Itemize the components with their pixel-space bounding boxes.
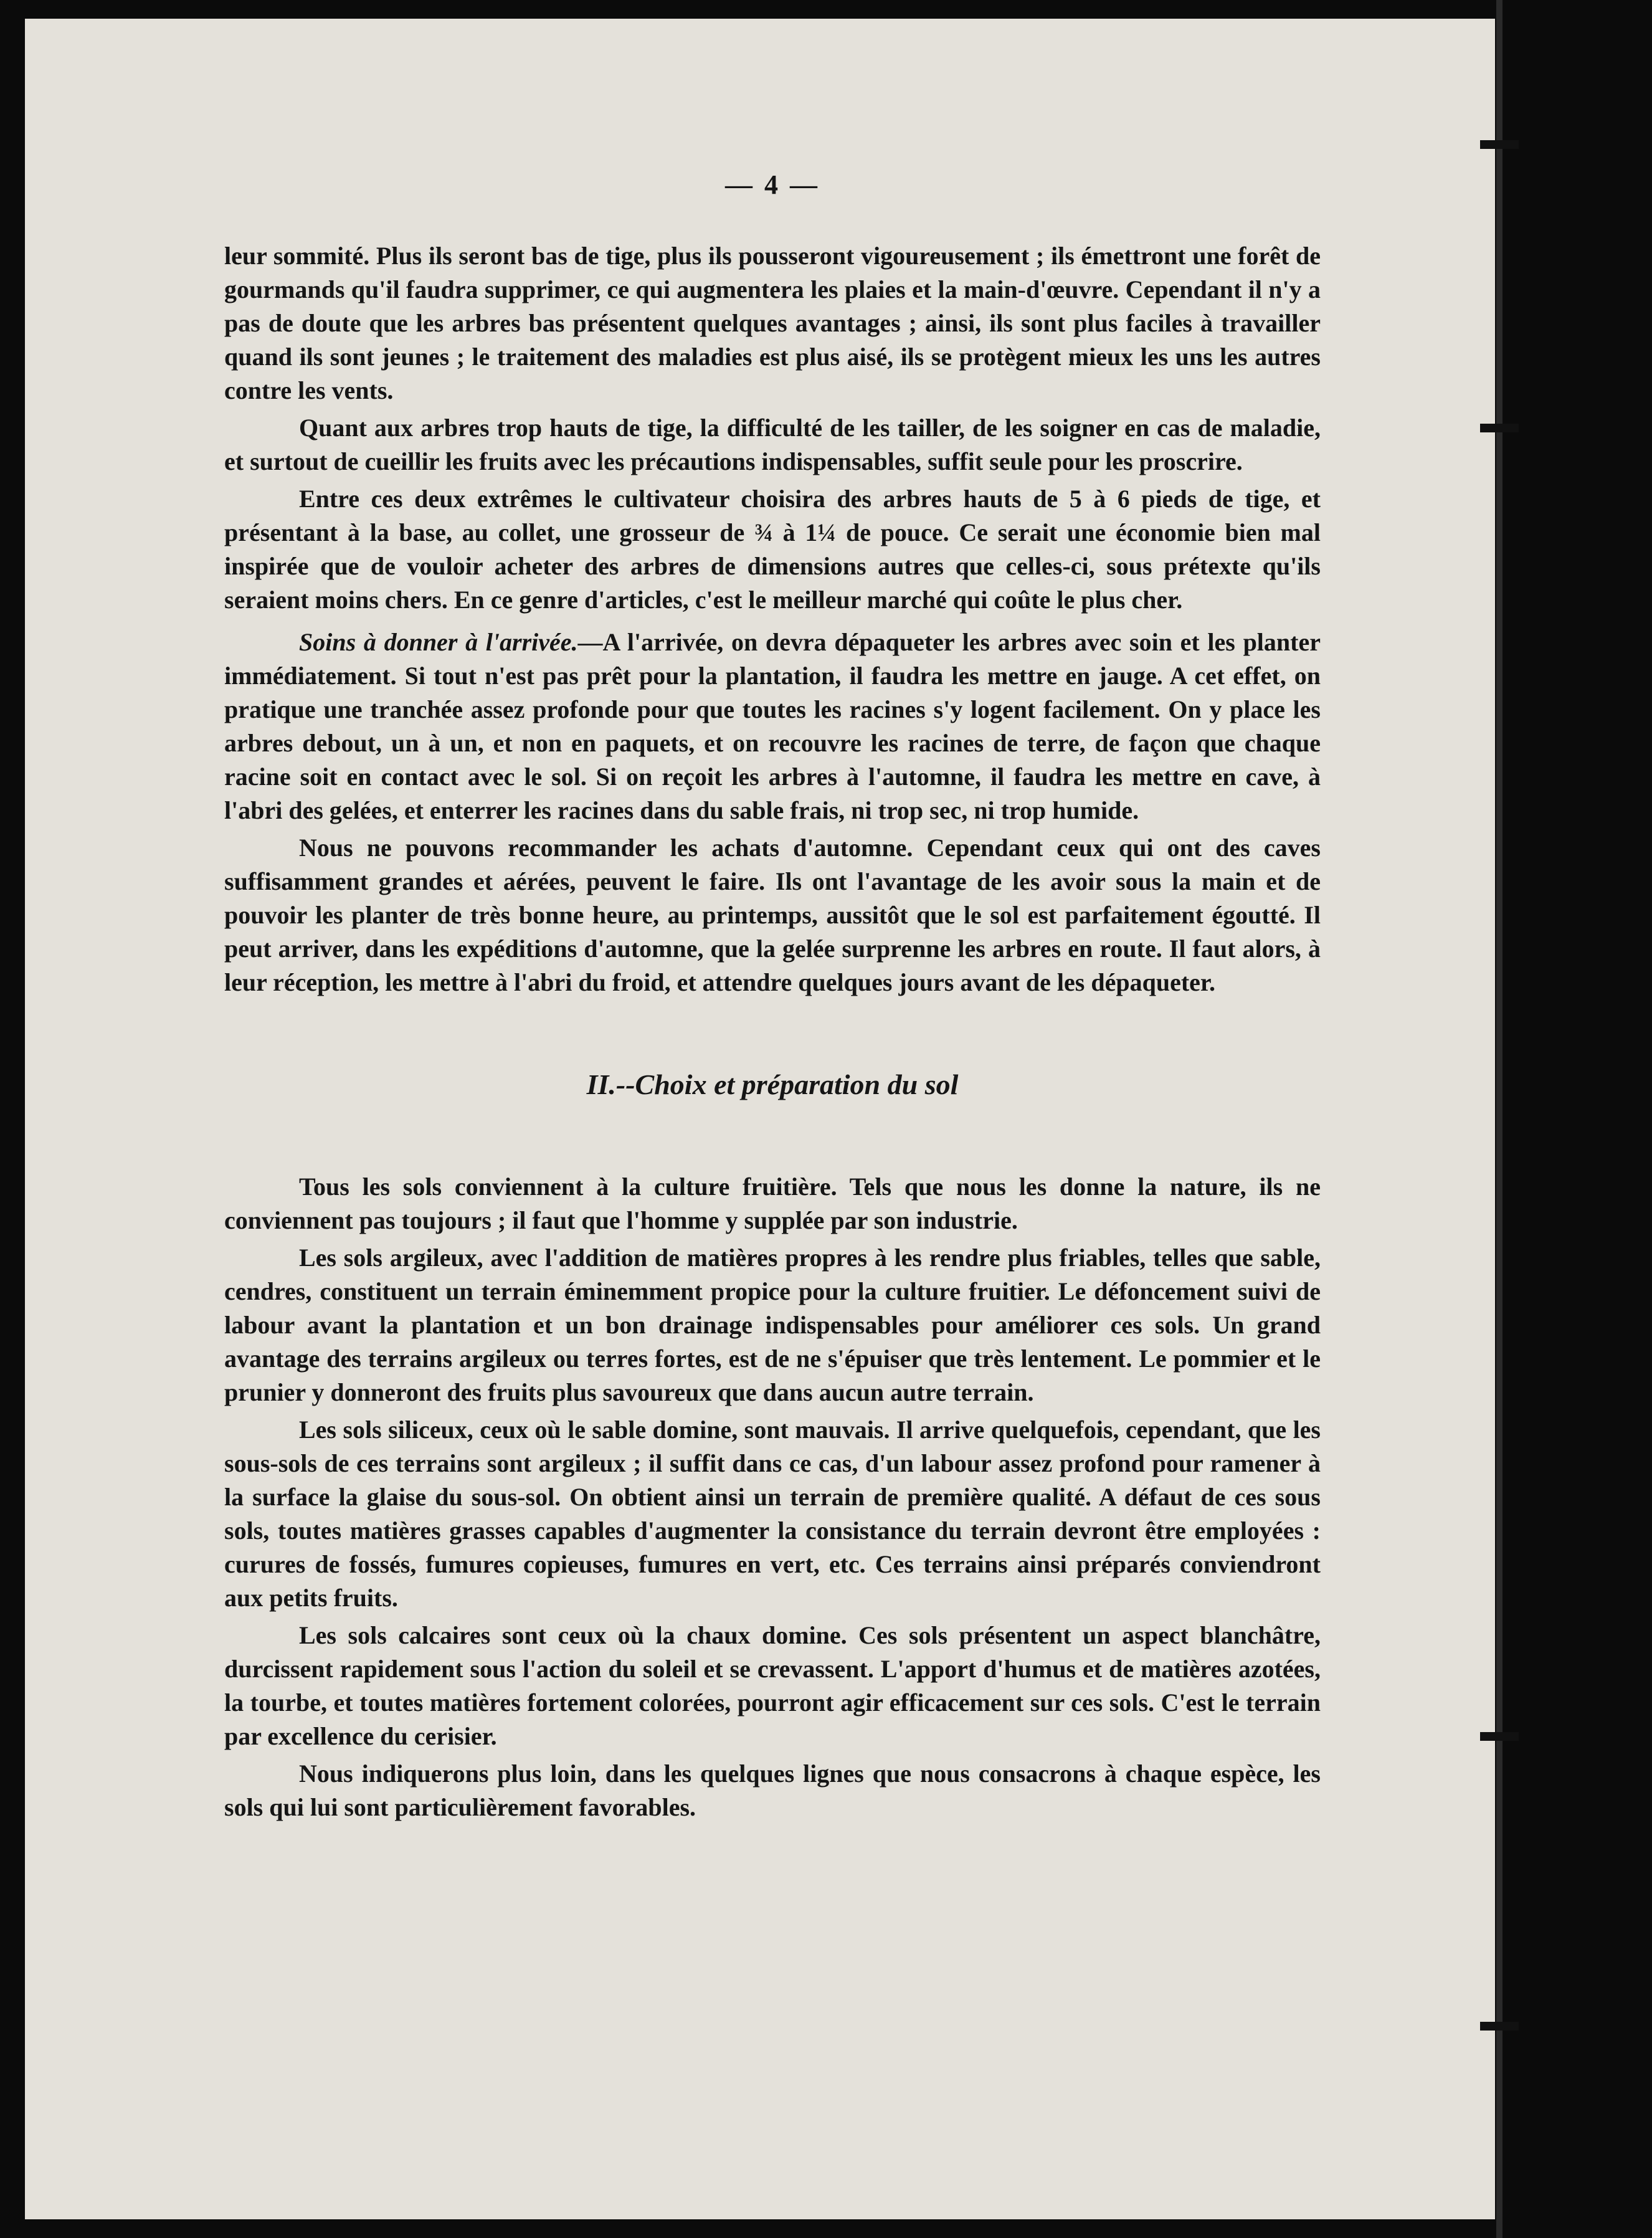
- arrival-text: —A l'arrivée, on devra dépaqueter les arbres avec soin et les planter immédiatement. Si tout n'est pas prêt pour la plantation, il faudra les mettre en jauge. A cet effet, on pratique une tranchée assez profonde pour que toutes les racines s'y logent facilement. On y place les arbres debout, un à un, et non en paquets, et on recouvre les racines de terre, de façon que chaque racine soit en contact avec le sol. Si on reçoit les arbres à l'automne, il faudra les mettre en cave, à l'abri des gelées, et enterrer les racines dans du sable frais, ni trop sec, ni trop humide.: [224, 628, 1321, 824]
- paragraph: Les sols argileux, avec l'addition de matières propres à les rendre plus friables, telles que sable, cendres, constituent un terrain éminemment propice pour la culture fruitier. Le défoncement suivi de labour avant la plantation et un bon drainage indispensables pour améliorer ces sols. Un grand avantage des terrains argileux ou terres fortes, est de ne s'épuiser que très lentement. Le pommier et le prunier y donneront des fruits plus savoureux que dans aucun autre terrain.: [224, 1244, 1321, 1406]
- document-page: [224, 168, 1321, 1828]
- paragraph: Quant aux arbres trop hauts de tige, la difficulté de les tailler, de les soigner en cas de maladie, et surtout de cueillir les fruits avec les précautions indispensables, suffit seule pour les proscrire.: [224, 414, 1321, 475]
- binding-stitch: [1480, 1732, 1519, 1741]
- section-title: II.--Choix et préparation du sol: [586, 1069, 959, 1100]
- binding-edge: [1478, 0, 1521, 2238]
- page-number: — 4 —: [725, 169, 820, 200]
- paragraph: Nous indiquerons plus loin, dans les quelques lignes que nous consacrons à chaque espèce, les sols qui lui sont particulièrement favorables.: [224, 1759, 1321, 1821]
- binding-stitch: [1480, 2022, 1519, 2031]
- arrival-paragraph: [224, 626, 1321, 827]
- paragraph: Nous ne pouvons recommander les achats d'automne. Cependant ceux qui ont des caves suffisamment grandes et aérées, peuvent le faire. Ils ont l'avantage de les avoir sous la main et de pouvoir les planter de très bonne heure, au printemps, aussitôt que le sol est parfaitement égoutté. Il peut arriver, dans les expéditions d'automne, que la gelée surprenne les arbres en route. Il faut alors, à leur réception, les mettre à l'abri du froid, et attendre quelques jours avant de les dépaqueter.: [224, 834, 1321, 996]
- paragraph: Entre ces deux extrêmes le cultivateur choisira des arbres hauts de 5 à 6 pieds de tige, et présentant à la base, au collet, une grosseur de ¾ à 1¼ de pouce. Ce serait une économie bien mal inspirée que de vouloir acheter des arbres de dimensions autres que celles-ci, sous prétexte qu'ils seraient moins chers. En ce genre d'articles, c'est le meilleur marché qui coûte le plus cher.: [224, 485, 1321, 614]
- binding-stitch: [1480, 140, 1519, 149]
- arrival-lead: Soins à donner à l'arrivée.: [299, 628, 578, 656]
- binding-stitch: [1480, 424, 1519, 432]
- paragraph: Les sols calcaires sont ceux où la chaux domine. Ces sols présentent un aspect blanchâtre, durcissent rapidement sous l'action du soleil et se crevassent. L'apport d'humus et de matières azotées, la tourbe, et toutes matières fortement colorées, pourront agir efficacement sur ces sols. C'est le terrain par excellence du cerisier.: [224, 1621, 1321, 1750]
- paragraph: Tous les sols conviennent à la culture fruitière. Tels que nous les donne la nature, ils ne conviennent pas toujours ; il faut que l'homme y supplée par son industrie.: [224, 1173, 1321, 1234]
- paragraph: leur sommité. Plus ils seront bas de tige, plus ils pousseront vigoureusement ; ils émettront une forêt de gourmands qu'il faudra supprimer, ce qui augmentera les plaies et la main-d'œuvre. Cependant il n'y a pas de doute que les arbres bas présentent quelques avantages ; ainsi, ils sont plus faciles à travailler quand ils sont jeunes ; le traitement des maladies est plus aisé, ils se protègent mieux les uns les autres contre les vents.: [224, 242, 1321, 404]
- binding-thread: [1496, 0, 1502, 2238]
- paragraph: Les sols siliceux, ceux où le sable domine, sont mauvais. Il arrive quelquefois, cependant, que les sous-sols de ces terrains sont argileux ; il suffit dans ce cas, d'un labour assez profond pour ramener à la surface la glaise du sous-sol. On obtient ainsi un terrain de première qualité. A défaut de ces sous sols, toutes matières grasses capables d'augmenter la consistance du terrain devront être employées : curures de fossés, fumures copieuses, fumures en vert, etc. Ces terrains ainsi préparés conviendront aux petits fruits.: [224, 1416, 1321, 1612]
